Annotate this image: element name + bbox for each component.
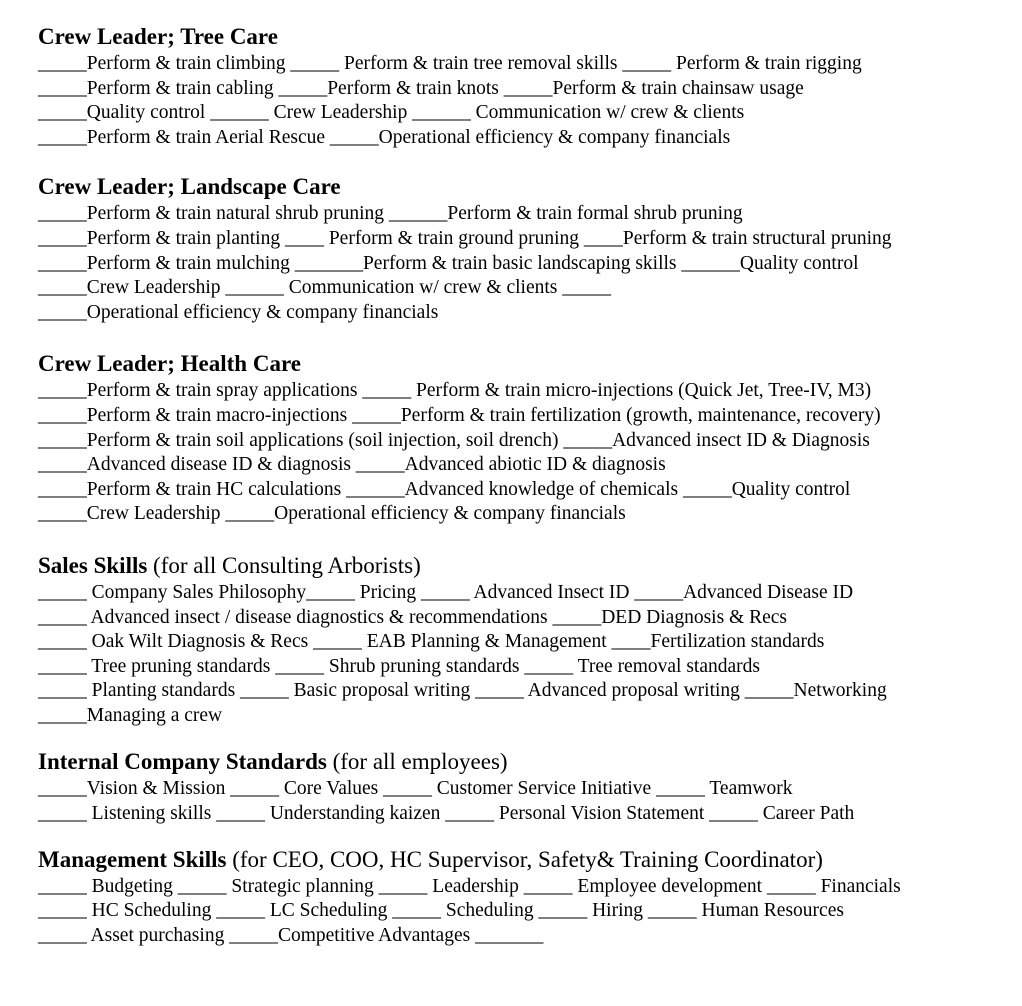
checklist-line: _____Perform & train planting ____ Perform & train ground pruning ____Perform & train structural pruning <box>38 227 892 249</box>
checklist-line: _____Perform & train cabling _____Perform & train knots _____Perform & train chainsaw usage <box>38 77 804 99</box>
checklist-line: _____Perform & train macro-injections _____Perform & train fertilization (growth, maintenance, recovery) <box>38 404 881 426</box>
section-heading <box>38 22 1022 52</box>
checklist-line: _____Perform & train spray applications _____ Perform & train micro-injections (Quick Jet, Tree-IV, M3) <box>38 380 872 402</box>
checklist-line: _____Perform & train HC calculations ______Advanced knowledge of chemicals _____Quality control <box>38 478 851 500</box>
checklist-line: _____ Listening skills _____ Understanding kaizen _____ Personal Vision Statement _____ Career Path <box>38 803 855 825</box>
checklist-line: _____Perform & train Aerial Rescue _____Operational efficiency & company financials <box>38 126 731 148</box>
checklist-line: _____ Budgeting _____ Strategic planning _____ Leadership _____ Employee development _____ Financials <box>38 875 901 897</box>
checklist-line: _____Vision & Mission _____ Core Values _____ Customer Service Initiative _____ Teamwork <box>38 778 793 800</box>
checklist-line: _____Operational efficiency & company financials <box>38 301 439 323</box>
section-tree-care <box>38 22 1022 150</box>
section-heading <box>38 172 1022 202</box>
checklist-line: _____Managing a crew <box>38 704 223 726</box>
checklist-line: _____Crew Leadership _____Operational efficiency & company financials <box>38 503 626 525</box>
checklist-line: _____Perform & train soil applications (soil injection, soil drench) _____Advanced insect ID & Diagnosis <box>38 429 870 451</box>
section-landscape-care <box>38 172 1022 325</box>
checklist-line: _____ Oak Wilt Diagnosis & Recs _____ EAB Planning & Management ____Fertilization standards <box>38 631 825 653</box>
checklist-line: _____Advanced disease ID & diagnosis _____Advanced abiotic ID & diagnosis <box>38 454 666 476</box>
heading-title: Management Skills <box>38 846 227 872</box>
checklist-line: _____Perform & train mulching _______Perform & train basic landscaping skills ______Quality control <box>38 252 859 274</box>
checklist-line: _____ Company Sales Philosophy_____ Pricing _____ Advanced Insect ID _____Advanced Disease ID <box>38 581 854 603</box>
checklist-line: _____Perform & train natural shrub pruning ______Perform & train formal shrub pruning <box>38 203 743 225</box>
section-internal-standards <box>38 747 1022 826</box>
heading-title: Crew Leader; Health Care <box>38 351 301 377</box>
section-health-care <box>38 349 1022 527</box>
section-heading <box>38 349 1022 379</box>
heading-title: Internal Company Standards <box>38 749 327 775</box>
section-heading <box>38 551 1022 581</box>
section-heading <box>38 845 1022 875</box>
heading-subtitle: (for all employees) <box>326 749 508 775</box>
checklist-line: _____Crew Leadership ______ Communication w/ crew & clients _____ <box>38 277 611 299</box>
heading-title: Crew Leader; Landscape Care <box>38 174 341 200</box>
section-management-skills <box>38 845 1022 949</box>
checklist-line: _____Quality control ______ Crew Leadership ______ Communication w/ crew & clients <box>38 102 745 124</box>
heading-title: Crew Leader; Tree Care <box>38 24 278 49</box>
checklist-line: _____ Asset purchasing _____Competitive Advantages _______ <box>38 924 544 946</box>
section-sales-skills <box>38 551 1022 729</box>
heading-subtitle: (for CEO, COO, HC Supervisor, Safety& Training Coordinator) <box>226 846 823 872</box>
checklist-line: _____ Tree pruning standards _____ Shrub pruning standards _____ Tree removal standards <box>38 655 760 677</box>
heading-title: Sales Skills <box>38 552 148 578</box>
heading-subtitle: (for all Consulting Arborists) <box>147 552 421 578</box>
checklist-line: _____ Planting standards _____ Basic proposal writing _____ Advanced proposal writing _____Networking <box>38 680 887 702</box>
section-heading <box>38 747 1022 777</box>
checklist-line: _____ HC Scheduling _____ LC Scheduling _____ Scheduling _____ Hiring _____ Human Resources <box>38 900 844 922</box>
checklist-line: _____ Advanced insect / disease diagnostics & recommendations _____DED Diagnosis & Recs <box>38 606 787 628</box>
checklist-line: _____Perform & train climbing _____ Perform & train tree removal skills _____ Perform & train rigging <box>38 53 862 74</box>
